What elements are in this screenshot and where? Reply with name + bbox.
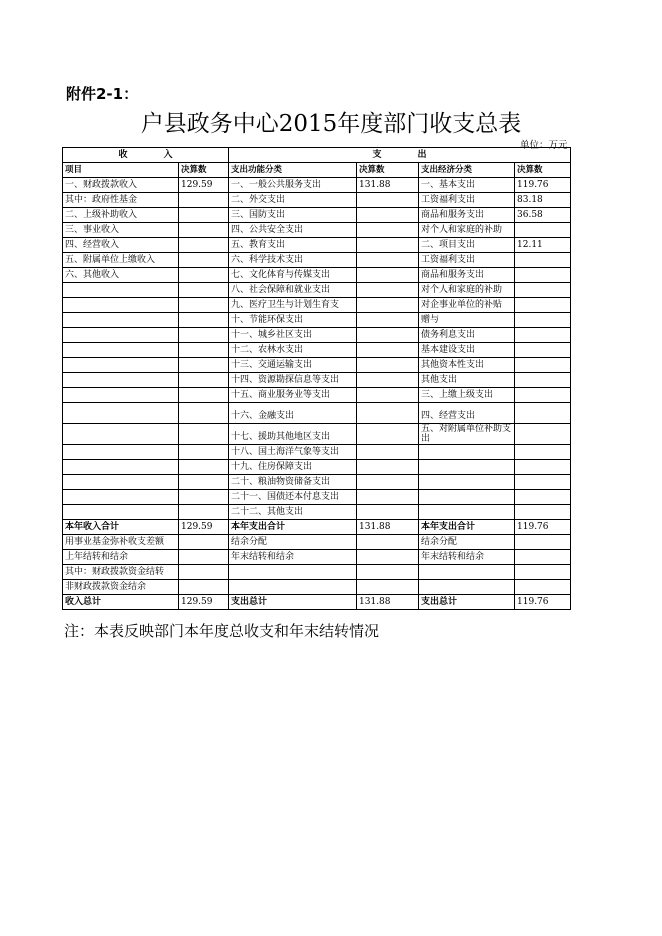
- table-cell: [357, 565, 419, 580]
- table-cell: [179, 445, 229, 460]
- table-cell: [515, 505, 571, 520]
- table-cell: [357, 373, 419, 388]
- table-cell: 129.59: [179, 520, 229, 535]
- table-cell: [515, 580, 571, 595]
- table-cell: 六、其他收入: [63, 268, 179, 283]
- table-cell: 四、经营收入: [63, 238, 179, 253]
- table-cell: 二、外交支出: [229, 193, 357, 208]
- table-cell: 五、教育支出: [229, 238, 357, 253]
- table-cell: 119.76: [515, 595, 571, 610]
- table-cell: 36.58: [515, 208, 571, 223]
- table-cell: [179, 565, 229, 580]
- table-cell: [63, 313, 179, 328]
- table-cell: [179, 535, 229, 550]
- table-cell: [419, 505, 515, 520]
- attachment-label: 附件2-1：: [66, 85, 139, 103]
- table-cell: [515, 490, 571, 505]
- table-cell: 三、国防支出: [229, 208, 357, 223]
- table-cell: [357, 283, 419, 298]
- table-cell: [357, 550, 419, 565]
- table-cell: [357, 403, 419, 424]
- table-cell: 年末结转和结余: [229, 550, 357, 565]
- table-cell: 一、一般公共服务支出: [229, 178, 357, 193]
- table-cell: 十一、城乡社区支出: [229, 328, 357, 343]
- table-cell: 十三、交通运输支出: [229, 358, 357, 373]
- table-cell: [63, 373, 179, 388]
- table-cell: 对个人和家庭的补助: [419, 223, 515, 238]
- table-cell: 对个人和家庭的补助: [419, 283, 515, 298]
- table-cell: [63, 445, 179, 460]
- table-cell: 83.18: [515, 193, 571, 208]
- table-cell: [357, 535, 419, 550]
- income-header: 收 入: [63, 148, 229, 163]
- table-row: [63, 445, 571, 460]
- table-cell: [63, 358, 179, 373]
- table-cell: [357, 388, 419, 403]
- table-row: [63, 565, 571, 580]
- table-cell: 债务利息支出: [419, 328, 515, 343]
- table-cell: 十七、援助其他地区支出: [229, 424, 357, 445]
- table-cell: [515, 460, 571, 475]
- table-cell: [419, 580, 515, 595]
- table-cell: [179, 193, 229, 208]
- table-cell: 商品和服务支出: [419, 208, 515, 223]
- col-header: 决算数: [515, 163, 571, 178]
- table-row: [63, 208, 571, 223]
- table-cell: 非财政拨款资金结余: [63, 580, 179, 595]
- table-cell: [515, 373, 571, 388]
- table-cell: 三、事业收入: [63, 223, 179, 238]
- table-cell: 三、上缴上级支出: [419, 388, 515, 403]
- col-header: 项目: [63, 163, 179, 178]
- table-cell: [515, 388, 571, 403]
- table-cell: [179, 580, 229, 595]
- table-cell: [357, 223, 419, 238]
- table-cell: [419, 460, 515, 475]
- table-cell: [63, 460, 179, 475]
- table-cell: [357, 343, 419, 358]
- table-row: [63, 178, 571, 193]
- table-cell: 119.76: [515, 520, 571, 535]
- table-cell: 二、上级补助收入: [63, 208, 179, 223]
- table-row: [63, 253, 571, 268]
- table-cell: [63, 475, 179, 490]
- table-cell: [515, 475, 571, 490]
- section-header-row: [63, 148, 571, 163]
- table-cell: [515, 253, 571, 268]
- table-cell: [63, 343, 179, 358]
- table-row: [63, 298, 571, 313]
- table-cell: [179, 343, 229, 358]
- table-cell: 十四、资源勘探信息等支出: [229, 373, 357, 388]
- table-row: [63, 520, 571, 535]
- table-cell: 十九、住房保障支出: [229, 460, 357, 475]
- table-cell: 六、科学技术支出: [229, 253, 357, 268]
- table-cell: [515, 565, 571, 580]
- table-cell: 支出总计: [229, 595, 357, 610]
- table-row: [63, 343, 571, 358]
- table-cell: 一、基本支出: [419, 178, 515, 193]
- table-cell: [357, 328, 419, 343]
- table-cell: [515, 223, 571, 238]
- table-cell: [357, 475, 419, 490]
- table-cell: 12.11: [515, 238, 571, 253]
- table-cell: [357, 268, 419, 283]
- table-cell: [419, 565, 515, 580]
- table-cell: [179, 460, 229, 475]
- table-row: [63, 475, 571, 490]
- table-cell: 商品和服务支出: [419, 268, 515, 283]
- expense-header: 支 出: [229, 148, 571, 163]
- table-cell: [179, 238, 229, 253]
- table-row: [63, 373, 571, 388]
- table-cell: 其中：政府性基金: [63, 193, 179, 208]
- table-row: [63, 424, 571, 445]
- table-cell: 本年支出合计: [229, 520, 357, 535]
- table-cell: 一、财政拨款收入: [63, 178, 179, 193]
- table-cell: 工资福利支出: [419, 253, 515, 268]
- table-cell: 基本建设支出: [419, 343, 515, 358]
- col-header: 决算数: [357, 163, 419, 178]
- table-cell: 本年收入合计: [63, 520, 179, 535]
- table-cell: [63, 403, 179, 424]
- table-cell: [63, 298, 179, 313]
- table-cell: 二、项目支出: [419, 238, 515, 253]
- table-cell: [515, 445, 571, 460]
- page-title: 户县政务中心2015年度部门收支总表: [140, 111, 522, 137]
- table-cell: 十、节能环保支出: [229, 313, 357, 328]
- table-row: [63, 595, 571, 610]
- table-row: [63, 460, 571, 475]
- table-cell: 二十二、其他支出: [229, 505, 357, 520]
- table-cell: 本年支出合计: [419, 520, 515, 535]
- table-cell: [63, 424, 179, 445]
- table-cell: [515, 550, 571, 565]
- table-cell: [515, 424, 571, 445]
- table-row: [63, 193, 571, 208]
- col-header: 支出功能分类: [229, 163, 357, 178]
- table-cell: 131.88: [357, 178, 419, 193]
- table-cell: 结余分配: [229, 535, 357, 550]
- table-row: [63, 388, 571, 403]
- table-cell: 赠与: [419, 313, 515, 328]
- table-cell: [63, 490, 179, 505]
- table-cell: [179, 505, 229, 520]
- table-cell: [63, 283, 179, 298]
- table-cell: 十五、商业服务业等支出: [229, 388, 357, 403]
- table-cell: [179, 490, 229, 505]
- table-cell: [515, 535, 571, 550]
- table-cell: [357, 580, 419, 595]
- table-cell: 二十、粮油物资储备支出: [229, 475, 357, 490]
- table-cell: 十六、金融支出: [229, 403, 357, 424]
- table-cell: 十二、农林水支出: [229, 343, 357, 358]
- table-cell: [179, 550, 229, 565]
- column-header-row: [63, 163, 571, 178]
- table-cell: 其他资本性支出: [419, 358, 515, 373]
- table-row: [63, 505, 571, 520]
- table-cell: [179, 223, 229, 238]
- col-header: 支出经济分类: [419, 163, 515, 178]
- table-cell: 其中：财政拨款资金结转: [63, 565, 179, 580]
- col-header: 决算数: [179, 163, 229, 178]
- table-cell: [515, 283, 571, 298]
- table-cell: 131.88: [357, 520, 419, 535]
- table-cell: [515, 313, 571, 328]
- table-cell: [357, 358, 419, 373]
- table-cell: [179, 313, 229, 328]
- table-cell: [179, 358, 229, 373]
- table-cell: [179, 298, 229, 313]
- table-cell: 支出总计: [419, 595, 515, 610]
- table-cell: [63, 328, 179, 343]
- table-cell: [515, 358, 571, 373]
- table-cell: 九、医疗卫生与计划生育支: [229, 298, 357, 313]
- table-cell: [179, 283, 229, 298]
- table-cell: 其他支出: [419, 373, 515, 388]
- table-row: [63, 313, 571, 328]
- table-row: [63, 550, 571, 565]
- table-cell: [357, 505, 419, 520]
- table-cell: [229, 580, 357, 595]
- table-cell: 129.59: [179, 178, 229, 193]
- table-cell: [515, 328, 571, 343]
- table-row: [63, 268, 571, 283]
- table-cell: 五、对附属单位补助支出: [419, 424, 515, 445]
- budget-table: [62, 147, 571, 610]
- table-cell: 二十一、国债还本付息支出: [229, 490, 357, 505]
- table-cell: [179, 253, 229, 268]
- table-cell: 用事业基金弥补收支差额: [63, 535, 179, 550]
- table-cell: [357, 445, 419, 460]
- table-row: [63, 358, 571, 373]
- table-cell: 十八、国土海洋气象等支出: [229, 445, 357, 460]
- table-cell: [63, 388, 179, 403]
- table-cell: [357, 208, 419, 223]
- table-cell: [63, 505, 179, 520]
- table-cell: [179, 403, 229, 424]
- table-cell: [357, 490, 419, 505]
- table-cell: [515, 298, 571, 313]
- table-row: [63, 490, 571, 505]
- table-cell: 四、公共安全支出: [229, 223, 357, 238]
- table-cell: [357, 193, 419, 208]
- table-cell: [357, 424, 419, 445]
- table-cell: 四、经营支出: [419, 403, 515, 424]
- unit-label: 单位：万元: [520, 140, 568, 151]
- table-cell: 结余分配: [419, 535, 515, 550]
- table-cell: [179, 373, 229, 388]
- table-cell: 131.88: [357, 595, 419, 610]
- table-cell: [179, 475, 229, 490]
- table-cell: [357, 253, 419, 268]
- table-cell: [357, 298, 419, 313]
- table-cell: 对企事业单位的补贴: [419, 298, 515, 313]
- table-cell: [357, 460, 419, 475]
- table-cell: [515, 268, 571, 283]
- table-cell: [357, 313, 419, 328]
- table-cell: [419, 475, 515, 490]
- table-cell: [515, 343, 571, 358]
- table-cell: 年末结转和结余: [419, 550, 515, 565]
- table-cell: 119.76: [515, 178, 571, 193]
- table-cell: 七、文化体育与传媒支出: [229, 268, 357, 283]
- table-cell: [419, 445, 515, 460]
- table-cell: [179, 208, 229, 223]
- table-cell: 上年结转和结余: [63, 550, 179, 565]
- table-cell: [419, 490, 515, 505]
- table-cell: 五、附属单位上缴收入: [63, 253, 179, 268]
- table-cell: 工资福利支出: [419, 193, 515, 208]
- table-cell: 收入总计: [63, 595, 179, 610]
- table-row: [63, 403, 571, 424]
- table-cell: [229, 565, 357, 580]
- table-row: [63, 328, 571, 343]
- table-cell: [515, 403, 571, 424]
- table-cell: 129.59: [179, 595, 229, 610]
- footnote: 注：本表反映部门本年度总收支和年末结转情况: [64, 622, 380, 640]
- table-cell: 八、社会保障和就业支出: [229, 283, 357, 298]
- table-row: [63, 283, 571, 298]
- table-row: [63, 223, 571, 238]
- table-cell: [179, 268, 229, 283]
- table-cell: [179, 388, 229, 403]
- table-row: [63, 238, 571, 253]
- table-row: [63, 580, 571, 595]
- table-cell: [357, 238, 419, 253]
- table-row: [63, 535, 571, 550]
- table-cell: [179, 328, 229, 343]
- table-cell: [179, 424, 229, 445]
